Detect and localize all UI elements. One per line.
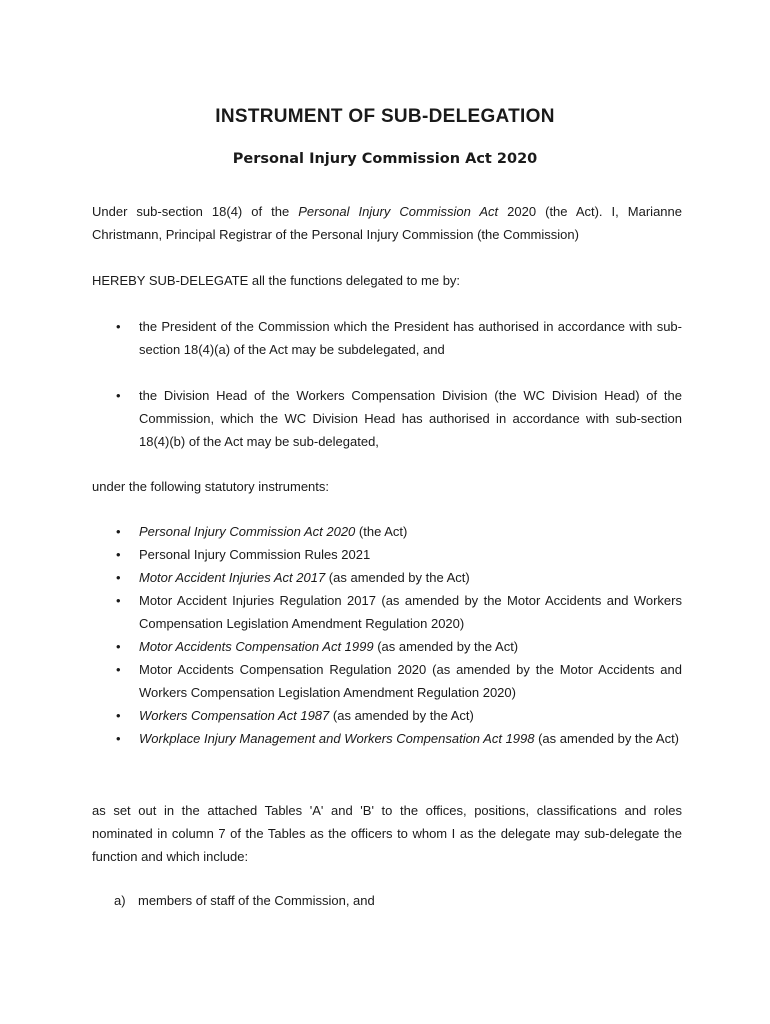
list-item <box>92 658 682 704</box>
intro-paragraph <box>92 200 682 246</box>
instrument-name: Workplace Injury Management and Workers Compensation Act 1998 <box>139 731 535 746</box>
intro-act-name: Personal Injury Commission Act <box>298 204 499 219</box>
list-item <box>92 704 682 727</box>
list-item <box>92 635 682 658</box>
instrument-note: (as amended by the Act) <box>373 639 519 654</box>
hereby-paragraph: HEREBY SUB-DELEGATE all the functions delegated to me by: <box>92 273 461 288</box>
instruments-list <box>92 520 682 750</box>
list-item: • the President of the Commission which the President has authorised in accordance with sub-section 18(4)(a) of the Act may be subdelegated, and <box>92 315 682 361</box>
instrument-name: Motor Accidents Compensation Act 1999 <box>139 639 374 654</box>
instrument-name: Workers Compensation Act 1987 <box>139 708 330 723</box>
intro-post: 2020 (the Act). I, Marianne Christmann, Principal Registrar of the Personal Injury Commission (the Commission) <box>92 204 682 242</box>
instrument-note: (as amended by the Act) <box>534 731 680 746</box>
document-title: INSTRUMENT OF SUB-DELEGATION <box>215 106 555 127</box>
instrument-name: Motor Accident Injuries Act 2017 <box>139 570 326 585</box>
alpha-text: members of staff of the Commission, and <box>138 893 375 908</box>
list-item <box>92 727 682 750</box>
instrument-name: Personal Injury Commission Act 2020 <box>139 524 356 539</box>
delegators-list <box>92 315 682 453</box>
list-item <box>92 566 682 589</box>
instrument-note: Motor Accidents Compensation Regulation 2020 (as amended by the Motor Accidents and Workers Compensation Legislation Amendment Regulation 2020) <box>139 662 682 700</box>
under-paragraph: under the following statutory instruments: <box>92 479 330 494</box>
instrument-note: (the Act) <box>355 524 408 539</box>
instrument-note: (as amended by the Act) <box>325 570 470 585</box>
list-item <box>92 543 682 566</box>
set-out-paragraph: as set out in the attached Tables 'A' and 'B' to the offices, positions, classifications and roles nominated in column 7 of the Tables as the officers to whom I as the delegate may sub-delegate the function and which include: <box>92 803 682 864</box>
alpha-label: a) <box>114 893 126 908</box>
instrument-note: Personal Injury Commission Rules 2021 <box>139 547 371 562</box>
intro-pre: Under sub-section 18(4) of the <box>92 204 299 219</box>
document-subtitle: Personal Injury Commission Act 2020 <box>232 151 538 167</box>
list-item <box>92 589 682 635</box>
alpha-list-item <box>114 889 375 912</box>
instrument-note: Motor Accident Injuries Regulation 2017 (as amended by the Motor Accidents and Workers Compensation Legislation Amendment Regulation 2020) <box>139 593 682 631</box>
list-item: • the Division Head of the Workers Compensation Division (the WC Division Head) of the Commission, which the WC Division Head has authorised in accordance with sub-section 18(4)(b) of the Act may be sub-delegated, <box>92 384 682 453</box>
list-item <box>92 520 682 543</box>
instrument-note: (as amended by the Act) <box>329 708 474 723</box>
